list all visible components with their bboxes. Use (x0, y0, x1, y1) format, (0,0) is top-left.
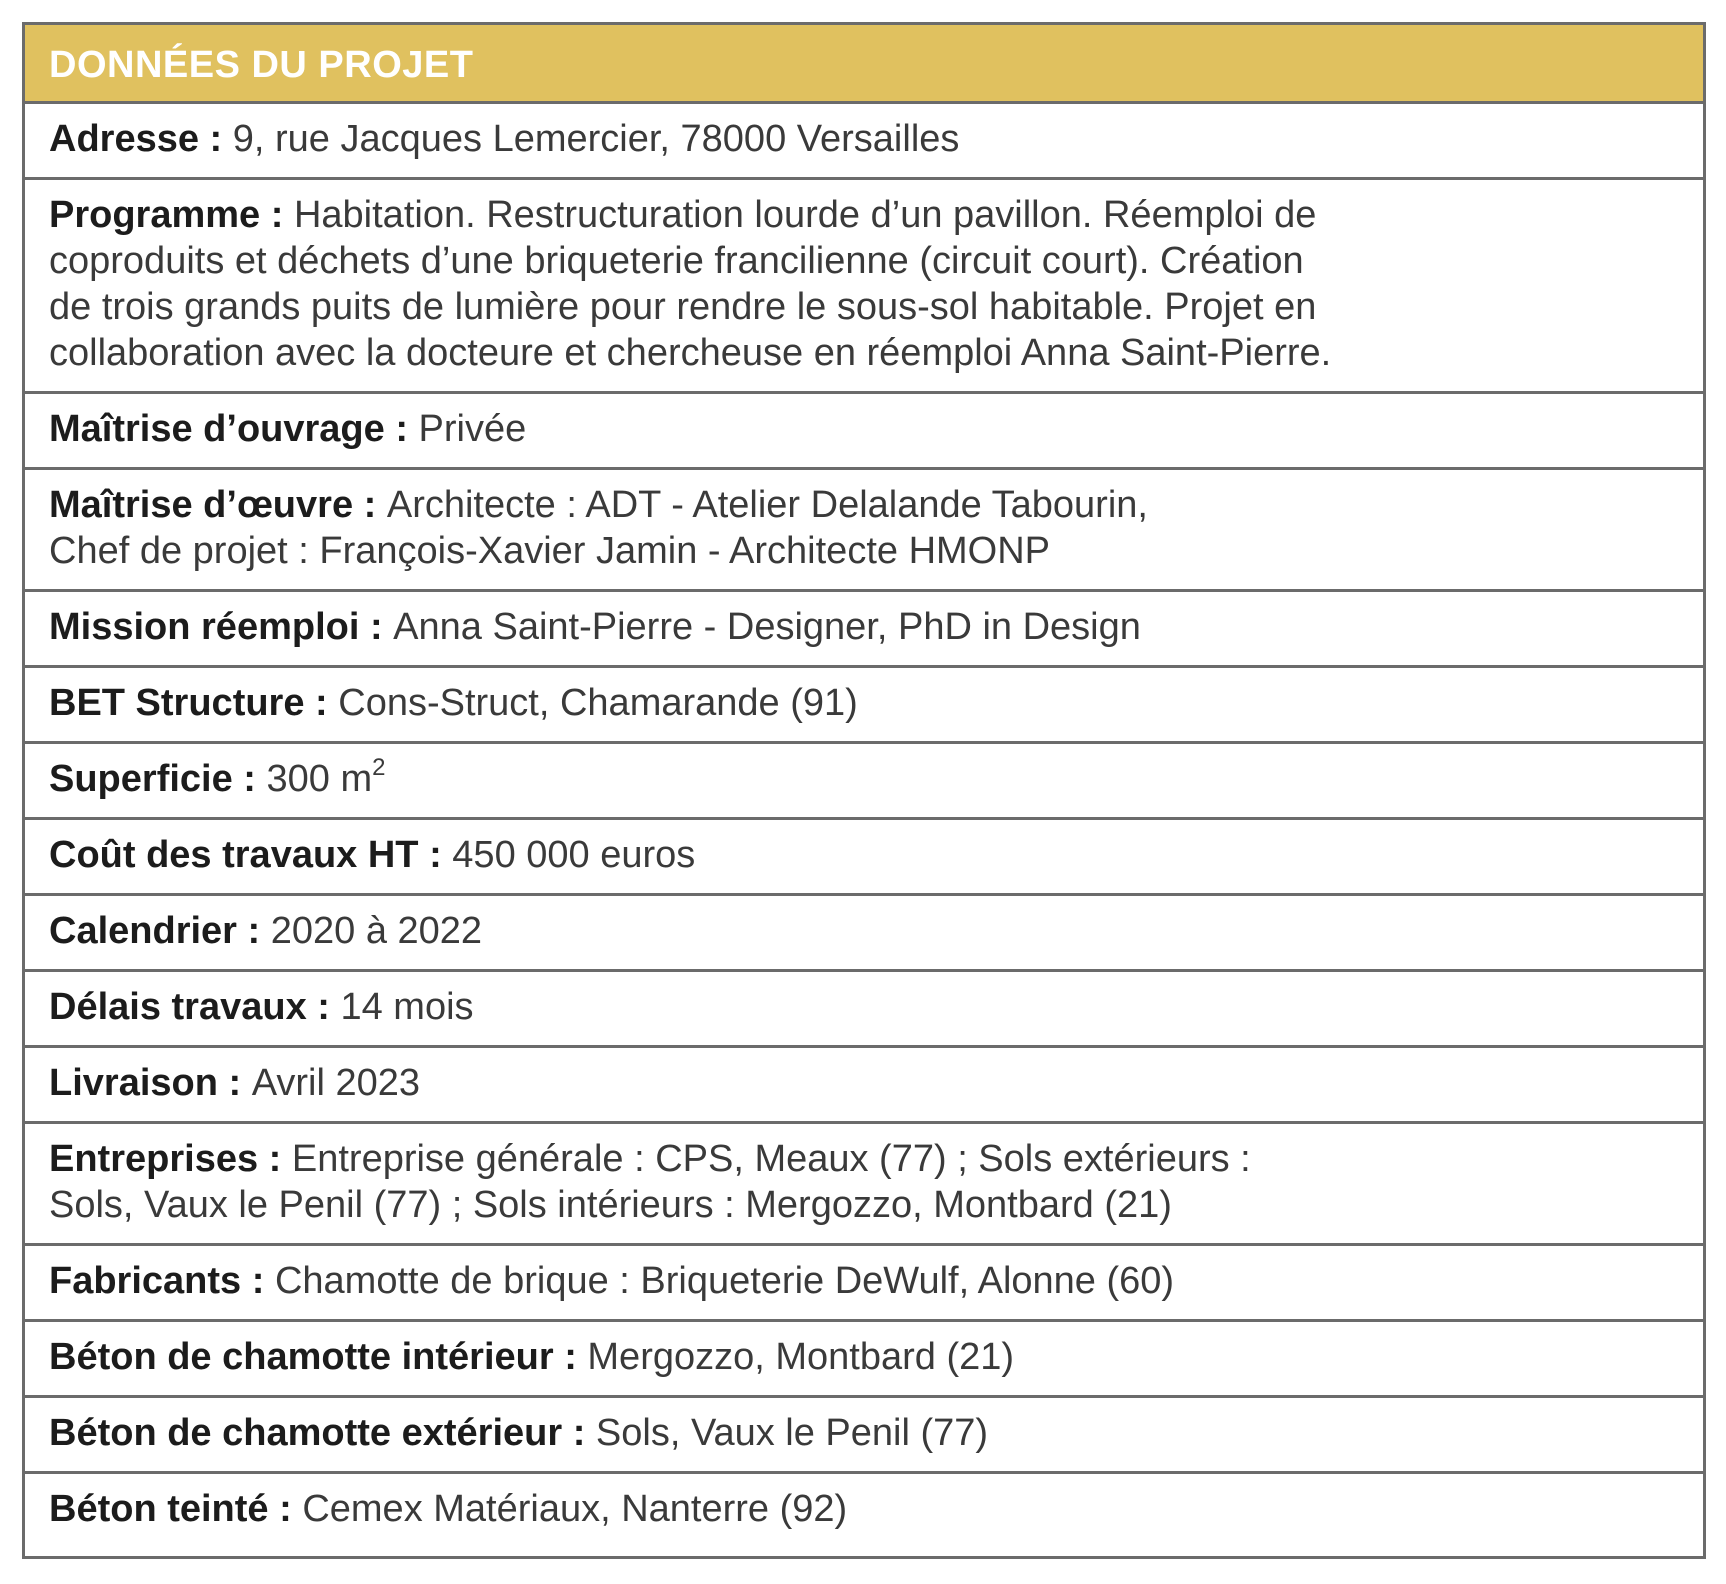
row-value-line: de trois grands puits de lumière pour rendre le sous-sol habitable. Projet en (49, 286, 1317, 328)
row-bet-structure (25, 668, 1703, 744)
row-value: Cons-Struct, Chamarande (91) (338, 682, 858, 724)
row-programme (25, 180, 1703, 394)
row-value-superscript: 2 (372, 754, 386, 782)
row-value-line: collaboration avec la docteure et chercheuse en réemploi Anna Saint-Pierre. (49, 332, 1332, 374)
row-label: Livraison : (49, 1062, 252, 1104)
row-label: Adresse : (49, 118, 233, 160)
row-value: 14 mois (340, 986, 474, 1028)
row-label: Superficie : (49, 758, 267, 800)
row-value-line: Chef de projet : François-Xavier Jamin - Architecte HMONP (49, 530, 1051, 572)
row-value: Habitation. Restructuration lourde d’un pavillon. Réemploi de (293, 194, 1317, 236)
row-value: Architecte : ADT - Atelier Delalande Tabourin, (386, 484, 1148, 526)
row-label: Béton de chamotte extérieur : (49, 1412, 596, 1454)
row-calendrier (25, 896, 1703, 972)
row-value: Chamotte de brique : Briqueterie DeWulf, Alonne (60) (274, 1260, 1175, 1302)
row-label: Maîtrise d’œuvre : (49, 484, 387, 526)
row-beton-teinte (25, 1474, 1703, 1550)
row-maitrise-ouvrage (25, 394, 1703, 470)
row-fabricants (25, 1246, 1703, 1322)
header-bar (25, 25, 1703, 104)
row-label: Délais travaux : (49, 986, 341, 1028)
row-delais-travaux (25, 972, 1703, 1048)
row-value: Entreprise générale : CPS, Meaux (77) ; Sols extérieurs : (291, 1138, 1251, 1180)
row-label: Programme : (49, 194, 294, 236)
project-data-sheet (22, 22, 1706, 1559)
row-value: Anna Saint-Pierre - Designer, PhD in Design (393, 606, 1141, 648)
row-value: Privée (418, 408, 527, 450)
row-beton-chamotte-interieur (25, 1322, 1703, 1398)
row-label: Maîtrise d’ouvrage : (49, 408, 419, 450)
row-label: Béton teinté : (49, 1488, 303, 1530)
row-value: Mergozzo, Montbard (21) (587, 1336, 1015, 1378)
row-value: Cemex Matériaux, Nanterre (92) (302, 1488, 848, 1530)
row-label: Coût des travaux HT : (49, 834, 453, 876)
row-superficie (25, 744, 1703, 820)
row-label: BET Structure : (49, 682, 339, 724)
row-label: Mission réemploi : (49, 606, 394, 648)
row-value: Avril 2023 (251, 1062, 421, 1104)
row-value-line: coproduits et déchets d’une briqueterie francilienne (circuit court). Création (49, 240, 1304, 282)
row-livraison (25, 1048, 1703, 1124)
row-value-line: Sols, Vaux le Penil (77) ; Sols intérieurs : Mergozzo, Montbard (21) (49, 1184, 1172, 1226)
row-label: Entreprises : (49, 1138, 292, 1180)
row-label: Calendrier : (49, 910, 271, 952)
row-maitrise-oeuvre (25, 470, 1703, 592)
row-beton-chamotte-exterieur (25, 1398, 1703, 1474)
row-adresse (25, 104, 1703, 180)
row-label: Béton de chamotte intérieur : (49, 1336, 588, 1378)
row-value: 2020 à 2022 (270, 910, 483, 952)
row-value: 450 000 euros (452, 834, 696, 876)
row-value: 300 m (266, 758, 373, 800)
row-cout-travaux (25, 820, 1703, 896)
header-title: DONNÉES DU PROJET (49, 43, 474, 86)
row-label: Fabricants : (49, 1260, 275, 1302)
row-value: Sols, Vaux le Penil (77) (595, 1412, 989, 1454)
row-mission-reemploi (25, 592, 1703, 668)
row-entreprises (25, 1124, 1703, 1246)
row-value: 9, rue Jacques Lemercier, 78000 Versailles (232, 118, 960, 160)
